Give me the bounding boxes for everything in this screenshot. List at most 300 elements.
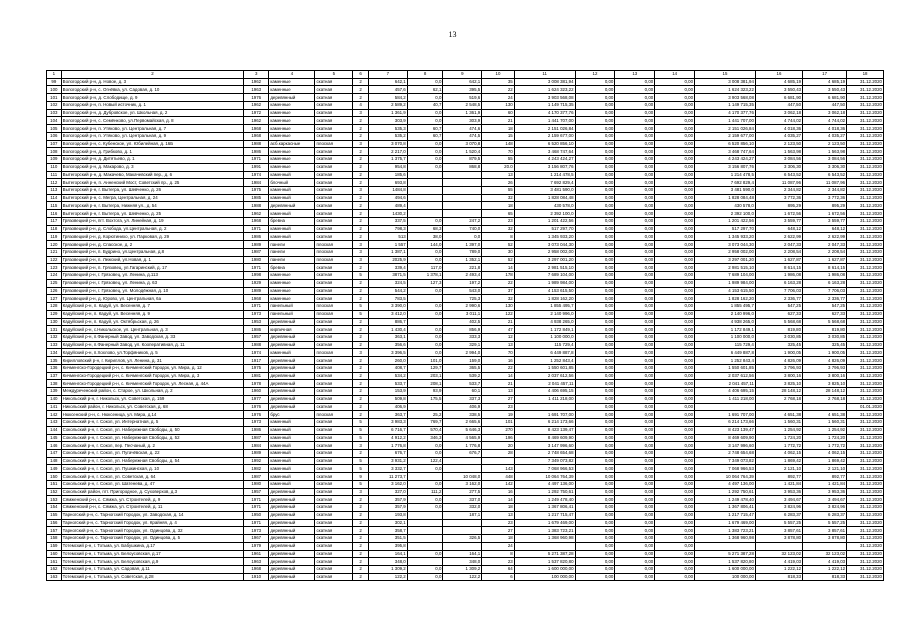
table-cell: 1 397,0 bbox=[443, 241, 482, 249]
table-cell: Кичменгско-Городецкий р-н, с. Кичменгский Городок, ул. Мира, д. 3 bbox=[61, 372, 244, 380]
table-cell: 114 bbox=[47, 194, 62, 202]
table-cell: 0,0 bbox=[407, 78, 443, 86]
table-cell: 769,7 bbox=[407, 419, 443, 427]
table-cell: 0,00 bbox=[575, 295, 615, 303]
table-cell: 129,7 bbox=[407, 364, 443, 372]
table-cell: 23 bbox=[482, 519, 515, 527]
table-cell: 3 772,36 bbox=[803, 194, 847, 202]
table-cell: 0,00 bbox=[615, 480, 655, 488]
table-cell: 31.12.2020 bbox=[847, 202, 884, 210]
table-cell: 3 030,85 bbox=[755, 333, 802, 341]
table-cell: 0,00 bbox=[655, 511, 695, 519]
table-cell: 31.12.2020 bbox=[847, 187, 884, 195]
table-cell: 1 441 707,00 bbox=[514, 117, 575, 125]
table-cell: 0,00 bbox=[575, 264, 615, 272]
table-cell: 4 826,09 bbox=[803, 357, 847, 365]
table-cell: 1 624 323,22 bbox=[695, 86, 756, 94]
table-cell: 0,0 bbox=[443, 233, 482, 241]
table-row bbox=[47, 109, 884, 117]
table-cell: бревна bbox=[269, 264, 315, 272]
table-cell: 0,00 bbox=[615, 140, 655, 148]
table-cell: 0,00 bbox=[575, 411, 615, 419]
table-cell: 363,7 bbox=[368, 411, 407, 419]
table-cell: скатная bbox=[315, 419, 353, 427]
table-cell: 132 bbox=[47, 333, 62, 341]
table-cell: 14 bbox=[482, 264, 515, 272]
table-cell: 2 159 677,00 bbox=[514, 132, 575, 140]
table-cell: 1961 bbox=[244, 550, 269, 558]
table-cell: 1985 bbox=[244, 194, 269, 202]
table-cell: Сокольский р-н, г. Сокол, ул. Набережная Свободы, д. 52 bbox=[61, 434, 244, 442]
table-cell: 32 bbox=[482, 225, 515, 233]
column-number-6: 6 bbox=[353, 71, 369, 79]
table-cell: 2 bbox=[353, 287, 369, 295]
table-cell: 0,00 bbox=[575, 140, 615, 148]
table-cell: скатная bbox=[315, 550, 353, 558]
table-cell: 0,00 bbox=[655, 395, 695, 403]
table-cell: 2 151 026,84 bbox=[695, 125, 756, 133]
table-cell: 0,00 bbox=[615, 542, 655, 550]
table-cell: 118 bbox=[47, 225, 62, 233]
table-cell: 1988 bbox=[244, 202, 269, 210]
table-cell: 193,8 bbox=[368, 511, 407, 519]
table-cell: 3 306,30 bbox=[803, 163, 847, 171]
table-cell: 3 156 807,76 bbox=[514, 163, 575, 171]
table-cell: 158 bbox=[47, 535, 62, 543]
table-cell: 0,00 bbox=[655, 573, 695, 581]
table-cell: 31.12.2020 bbox=[847, 496, 884, 504]
table-cell: 0,00 bbox=[655, 241, 695, 249]
table-cell bbox=[407, 295, 443, 303]
table-cell bbox=[407, 535, 443, 543]
table-cell: 3 481 590,0 bbox=[695, 187, 756, 195]
table-cell: 60 bbox=[482, 109, 515, 117]
table-row bbox=[47, 550, 884, 558]
table-cell: 0,00 bbox=[655, 125, 695, 133]
table-row bbox=[47, 225, 884, 233]
table-cell: 2 bbox=[353, 117, 369, 125]
table-cell: 4 062,15 bbox=[755, 449, 802, 457]
table-cell: 23 bbox=[482, 558, 515, 566]
table-cell: 818,33 bbox=[755, 573, 802, 581]
table-cell: 4 406 695,15 bbox=[514, 388, 575, 396]
table-cell: 447,50 bbox=[803, 101, 847, 109]
table-cell: 7 692 829,4 bbox=[514, 179, 575, 187]
column-number-14: 14 bbox=[655, 71, 695, 79]
table-cell: 3 559,77 bbox=[755, 217, 802, 225]
table-cell: 0,0 bbox=[407, 449, 443, 457]
table-cell: 3 bbox=[353, 140, 369, 148]
table-cell: 0,00 bbox=[655, 380, 695, 388]
table-cell: плоская bbox=[315, 140, 353, 148]
table-cell: 208,1 bbox=[407, 380, 443, 388]
table-cell: 1 368 960,98 bbox=[514, 535, 575, 543]
table-cell: деревянный bbox=[269, 535, 315, 543]
table-cell: каменный bbox=[269, 426, 315, 434]
table-cell: панели bbox=[269, 241, 315, 249]
table-cell: 0,00 bbox=[655, 465, 695, 473]
table-row bbox=[47, 504, 884, 512]
table-cell: 31.12.2020 bbox=[847, 380, 884, 388]
table-cell: 31.12.2020 bbox=[847, 488, 884, 496]
table-cell: 0,00 bbox=[655, 272, 695, 280]
table-cell: Никольский район, г. Никольск, ул. Советская, д. 68 bbox=[61, 403, 244, 411]
table-cell: 1971 bbox=[244, 303, 269, 311]
table-cell bbox=[407, 558, 443, 566]
table-cell: 740,0 bbox=[443, 225, 482, 233]
table-cell: Вологодский р-н, д. Грибково, д. 1 bbox=[61, 148, 244, 156]
table-cell: 0,00 bbox=[615, 357, 655, 365]
table-cell: 3 073 044,30 bbox=[695, 241, 756, 249]
table-row bbox=[47, 310, 884, 318]
table-cell: 1484,8 bbox=[368, 187, 407, 195]
table-cell: 2 bbox=[353, 511, 369, 519]
table-row bbox=[47, 380, 884, 388]
table-cell: 247,2 bbox=[443, 217, 482, 225]
table-row bbox=[47, 442, 884, 450]
table-cell: Тарногский р-н, с. Тарногский Городок, ул. Одинцова, д. 32 bbox=[61, 527, 244, 535]
table-cell: 2 768,18 bbox=[803, 395, 847, 403]
table-cell: Кадуйский р-н, п. Кадуй, ул. Весенняя, д. 7 bbox=[61, 303, 244, 311]
table-cell: 0,00 bbox=[615, 550, 655, 558]
table-cell: 0,00 bbox=[575, 388, 615, 396]
table-cell: 356,6 bbox=[368, 341, 407, 349]
table-row bbox=[47, 279, 884, 287]
table-cell: 31.12.2020 bbox=[847, 163, 884, 171]
table-cell: 1971 bbox=[244, 504, 269, 512]
table-cell: 642,1 bbox=[368, 78, 407, 86]
table-cell: 0,00 bbox=[655, 341, 695, 349]
table-cell: 24 bbox=[482, 542, 515, 550]
table-cell: 2 140 996,0 bbox=[514, 310, 575, 318]
table-cell: 0,00 bbox=[575, 403, 615, 411]
table-cell: 32 bbox=[482, 295, 515, 303]
table-cell: 0,00 bbox=[655, 372, 695, 380]
table-cell: 3 824,96 bbox=[755, 504, 802, 512]
table-cell: 325,45 bbox=[755, 341, 802, 349]
table-cell: деревянный bbox=[269, 395, 315, 403]
table-cell: Грязовецкий р-н, д. Слобода, ул.Центральная, д. 2 bbox=[61, 225, 244, 233]
table-cell: 3 772,36 bbox=[755, 194, 802, 202]
table-cell: 1987 bbox=[244, 248, 269, 256]
table-cell: Кирилловский р-н, г. Кириллов, ул. Ленина, д. 31 bbox=[61, 357, 244, 365]
table-cell: 0,00 bbox=[615, 388, 655, 396]
table-cell: 2 bbox=[353, 202, 369, 210]
table-cell: 2 bbox=[353, 279, 369, 287]
table-cell: 3 062,18 bbox=[803, 109, 847, 117]
table-cell: деревянный bbox=[269, 372, 315, 380]
table-cell: 1972 bbox=[244, 109, 269, 117]
table-cell: 338,5 bbox=[443, 411, 482, 419]
column-number-7: 7 bbox=[368, 71, 407, 79]
table-row bbox=[47, 94, 884, 102]
table-cell: 1987 bbox=[244, 434, 269, 442]
table-cell bbox=[407, 210, 443, 218]
table-cell: 5 bbox=[353, 303, 369, 311]
table-cell: 0,00 bbox=[615, 511, 655, 519]
table-cell: Сямженский р-н, с. Сямжа, ул. Строителей, д. 11 bbox=[61, 504, 244, 512]
table-cell: 1 828 162,20 bbox=[514, 295, 575, 303]
table-cell: 11 273,7 bbox=[368, 473, 407, 481]
table-cell: 789,0 bbox=[443, 248, 482, 256]
table-cell: 0,0 bbox=[407, 504, 443, 512]
table-row bbox=[47, 179, 884, 187]
table-cell: 2 123,50 bbox=[755, 140, 802, 148]
table-row bbox=[47, 163, 884, 171]
table-cell: 5 bbox=[353, 465, 369, 473]
table-cell bbox=[482, 457, 515, 465]
table-cell bbox=[407, 187, 443, 195]
table-cell: 2 bbox=[353, 380, 369, 388]
table-cell: 0,0 bbox=[407, 256, 443, 264]
table-cell: 0,0 bbox=[407, 349, 443, 357]
table-cell: 111 bbox=[47, 171, 62, 179]
table-cell: 277,5 bbox=[443, 488, 482, 496]
table-cell: 3 857,61 bbox=[803, 527, 847, 535]
table-cell: 1971 bbox=[244, 519, 269, 527]
table-cell: Тотемский р-н, г. Тотьма, ул. Садовая, д.11 bbox=[61, 566, 244, 574]
table-cell: 2 344,82 bbox=[755, 187, 802, 195]
table-cell: 0,00 bbox=[615, 171, 655, 179]
table-cell: 3 bbox=[353, 349, 369, 357]
table-cell: 14 bbox=[482, 372, 515, 380]
table-cell: 20 bbox=[482, 442, 515, 450]
table-cell: деревянный bbox=[269, 94, 315, 102]
table-cell: 547,25 bbox=[755, 303, 802, 311]
table-cell: 0,00 bbox=[655, 333, 695, 341]
table-cell: 509,8 bbox=[368, 395, 407, 403]
table-cell: скатная bbox=[315, 388, 353, 396]
table-cell: 25,2 bbox=[407, 411, 443, 419]
table-cell: 0,00 bbox=[575, 217, 615, 225]
table-cell: 2 981 515,10 bbox=[514, 264, 575, 272]
table-cell: деревянный bbox=[269, 333, 315, 341]
table-cell: 122 bbox=[482, 310, 515, 318]
table-cell: 395,8 bbox=[368, 542, 407, 550]
table-cell bbox=[755, 403, 802, 411]
table-cell: 70 bbox=[482, 148, 515, 156]
table-cell: 0,00 bbox=[575, 171, 615, 179]
table-cell: 337,5 bbox=[368, 217, 407, 225]
table-cell: 0,00 bbox=[655, 225, 695, 233]
table-cell: 1977 bbox=[244, 395, 269, 403]
table-cell: 0,00 bbox=[615, 163, 655, 171]
table-cell: 112 bbox=[47, 179, 62, 187]
table-row bbox=[47, 449, 884, 457]
table-row bbox=[47, 357, 884, 365]
table-cell: 2 041 457,11 bbox=[514, 380, 575, 388]
table-cell: 0,00 bbox=[575, 535, 615, 543]
table-cell: 7 068 966,53 bbox=[514, 465, 575, 473]
table-cell: 0,00 bbox=[655, 527, 695, 535]
table-cell: 3 bbox=[353, 241, 369, 249]
table-cell bbox=[443, 171, 482, 179]
table-cell bbox=[407, 519, 443, 527]
table-cell: 1929 bbox=[244, 279, 269, 287]
table-cell: 0,00 bbox=[575, 442, 615, 450]
table-cell: 2 493,4 bbox=[443, 272, 482, 280]
table-cell bbox=[407, 171, 443, 179]
table-cell: 1 411 218,00 bbox=[514, 395, 575, 403]
table-cell: 0,00 bbox=[575, 194, 615, 202]
table-cell: 1 855 495,7 bbox=[514, 303, 575, 311]
table-cell: 5 bbox=[353, 419, 369, 427]
table-cell: 1 627,87 bbox=[755, 256, 802, 264]
table-cell: 2 bbox=[353, 233, 369, 241]
table-cell: 31.12.2020 bbox=[847, 364, 884, 372]
table-cell: 1 550 601,85 bbox=[695, 364, 756, 372]
table-cell: 4 685,19 bbox=[803, 78, 847, 86]
table-cell: деревянный bbox=[269, 550, 315, 558]
table-cell bbox=[443, 457, 482, 465]
table-cell: 70 bbox=[482, 349, 515, 357]
table-row bbox=[47, 496, 884, 504]
table-cell: 4 826,09 bbox=[755, 357, 802, 365]
table-cell: 693,8 bbox=[368, 179, 407, 187]
table-cell: 106 bbox=[47, 132, 62, 140]
table-cell: скатная bbox=[315, 132, 353, 140]
table-cell: 0,00 bbox=[575, 256, 615, 264]
table-cell: скатная bbox=[315, 333, 353, 341]
table-cell: 28 bbox=[482, 449, 515, 457]
table-cell: 0,00 bbox=[655, 326, 695, 334]
table-cell: 142 bbox=[482, 480, 515, 488]
table-cell: деревянный bbox=[269, 542, 315, 550]
column-number-2: 2 bbox=[61, 71, 244, 79]
table-cell: 0,00 bbox=[615, 519, 655, 527]
table-cell: 3 800,16 bbox=[803, 372, 847, 380]
table-cell: 31.12.2020 bbox=[847, 535, 884, 543]
table-cell: 2 748 654,68 bbox=[695, 449, 756, 457]
table-cell: 0,00 bbox=[615, 225, 655, 233]
table-row bbox=[47, 426, 884, 434]
table-cell: 5 271 387,28 bbox=[695, 550, 756, 558]
table-cell: скатная bbox=[315, 511, 353, 519]
table-cell: 3 412,0 bbox=[368, 310, 407, 318]
table-cell: Вологодский р-н, д. Дитятьево, д. 1 bbox=[61, 156, 244, 164]
table-cell: 448 bbox=[482, 473, 515, 481]
table-row bbox=[47, 202, 884, 210]
table-row bbox=[47, 140, 884, 148]
table-cell: 0,00 bbox=[575, 333, 615, 341]
table-cell: 0,00 bbox=[575, 210, 615, 218]
table-cell: каменные bbox=[269, 287, 315, 295]
table-cell: 6 681,90 bbox=[803, 94, 847, 102]
table-cell bbox=[443, 542, 482, 550]
table-cell bbox=[695, 403, 756, 411]
table-cell: Грязовецкий р-н, д. Корютинихо, ул. Парковая, д. 29 bbox=[61, 233, 244, 241]
table-cell: Тарногский р-н, с. Тарногский Городок, ул. Заводская, д. 14 bbox=[61, 511, 244, 519]
table-cell: 0,00 bbox=[575, 511, 615, 519]
table-cell: 1917 bbox=[244, 357, 269, 365]
table-cell: 1 869,42 bbox=[755, 457, 802, 465]
table-cell: 2 151 026,84 bbox=[514, 125, 575, 133]
table-cell: 1957 bbox=[244, 333, 269, 341]
table-cell: 3 156 807,76 bbox=[695, 163, 756, 171]
table-cell: 270 bbox=[482, 426, 515, 434]
table-cell: 0,00 bbox=[615, 295, 655, 303]
table-cell: 136 bbox=[47, 364, 62, 372]
table-cell: 1 411 218,00 bbox=[695, 395, 756, 403]
table-cell: 1 309,2 bbox=[443, 566, 482, 574]
table-cell: 0,00 bbox=[615, 349, 655, 357]
table-cell: 32 123,02 bbox=[755, 550, 802, 558]
table-cell: 0,00 bbox=[655, 550, 695, 558]
table-cell: 62,1 bbox=[407, 86, 443, 94]
table-cell: 60,1 bbox=[443, 388, 482, 396]
table-cell: Тарногский р-н, с. Тарногский Городок, ул. Крайняя, д. 4 bbox=[61, 519, 244, 527]
table-cell: 0,00 bbox=[655, 303, 695, 311]
table-cell: деревянный bbox=[269, 341, 315, 349]
table-cell: 2 748 654,68 bbox=[514, 449, 575, 457]
table-cell: скатная bbox=[315, 295, 353, 303]
table-cell: 0,00 bbox=[615, 187, 655, 195]
table-cell: 517 297,70 bbox=[514, 225, 575, 233]
table-cell: Сокольский р-н, г. Сокол, ул. Набережная Свободы, д. 54 bbox=[61, 457, 244, 465]
table-cell: 0,00 bbox=[575, 395, 615, 403]
table-cell: 2 bbox=[353, 496, 369, 504]
table-cell: 2 589,2 bbox=[368, 101, 407, 109]
table-cell: 4 018,36 bbox=[803, 125, 847, 133]
table-cell: 0,0 bbox=[407, 566, 443, 574]
table-cell: 513 bbox=[368, 233, 407, 241]
table-cell: 2 bbox=[353, 535, 369, 543]
table-row bbox=[47, 480, 884, 488]
table-cell: 31.12.2020 bbox=[847, 171, 884, 179]
table-cell: 5 271 387,28 bbox=[514, 550, 575, 558]
table-cell: 1430,2 bbox=[368, 210, 407, 218]
table-cell: скатная bbox=[315, 109, 353, 117]
table-cell: 0,00 bbox=[575, 457, 615, 465]
table-cell: 0,00 bbox=[615, 318, 655, 326]
table-cell: 0,0 bbox=[407, 341, 443, 349]
table-cell: 1968 bbox=[244, 566, 269, 574]
table-cell: 152 bbox=[47, 488, 62, 496]
table-cell: деревянный bbox=[269, 496, 315, 504]
table-cell: 163 bbox=[47, 573, 62, 581]
table-cell: брус bbox=[269, 411, 315, 419]
table-cell: 954,8 bbox=[368, 163, 407, 171]
table-cell: 0,00 bbox=[655, 156, 695, 164]
table-cell: 5 bbox=[353, 310, 369, 318]
table-cell: 1 345 933,20 bbox=[514, 233, 575, 241]
table-cell: 0,00 bbox=[655, 310, 695, 318]
table-cell: 178 bbox=[482, 272, 515, 280]
table-cell: 31.12.2020 bbox=[847, 388, 884, 396]
table-cell: 0,0 bbox=[407, 148, 443, 156]
table-cell: 0,00 bbox=[615, 179, 655, 187]
table-row bbox=[47, 488, 884, 496]
table-cell: 27 bbox=[482, 395, 515, 403]
table-cell: 584,2 bbox=[368, 94, 407, 102]
table-cell: 15 bbox=[482, 132, 515, 140]
table-cell: 0,00 bbox=[655, 434, 695, 442]
table-cell: Вологодский р-н, с. Огнёвка, ул. Садовая, д. 10 bbox=[61, 86, 244, 94]
table-row bbox=[47, 535, 884, 543]
table-cell: 47 bbox=[482, 326, 515, 334]
table-cell: панели bbox=[269, 248, 315, 256]
table-cell: деревянный bbox=[269, 573, 315, 581]
table-cell: 5 568,68 bbox=[755, 318, 802, 326]
table-cell: 0,00 bbox=[655, 411, 695, 419]
table-cell: 2 bbox=[353, 388, 369, 396]
table-cell: 819,80 bbox=[755, 326, 802, 334]
table-cell: 1 149 715,35 bbox=[514, 101, 575, 109]
table-cell: Сокольский р-н, г. Сокол, ул. Советская, д. 64 bbox=[61, 473, 244, 481]
table-cell: каменные bbox=[269, 86, 315, 94]
table-cell: 31.12.2020 bbox=[847, 349, 884, 357]
table-cell: 1 249 478,40 bbox=[695, 496, 756, 504]
